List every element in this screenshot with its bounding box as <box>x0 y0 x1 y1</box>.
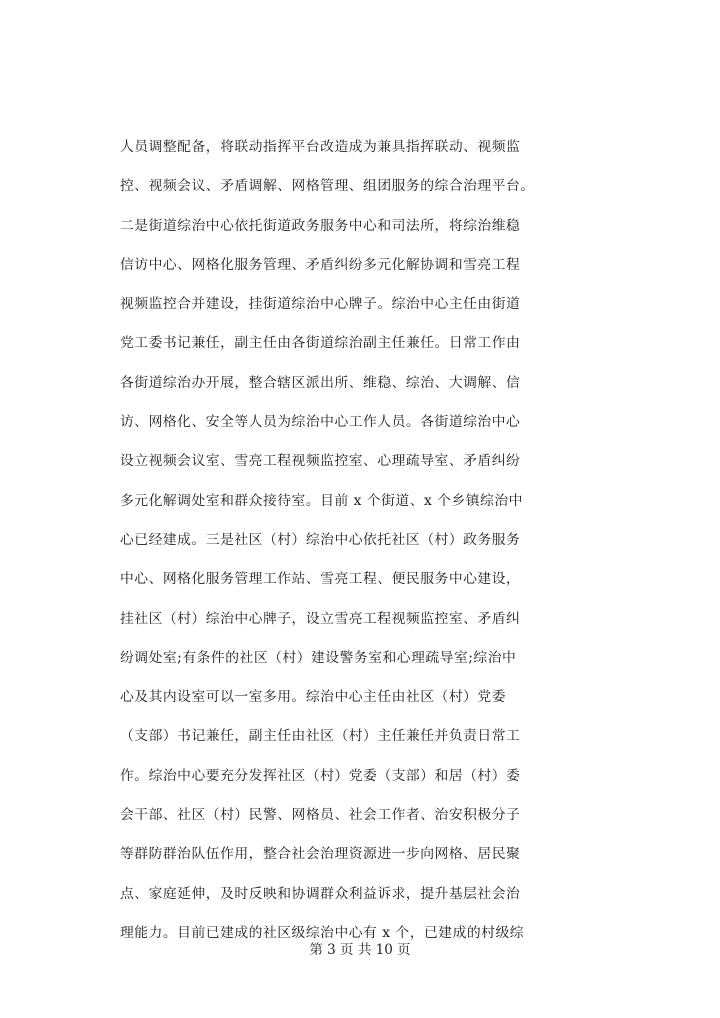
text-line: 人员调整配备，将联动指挥平台改造成为兼具指挥联动、视频监 <box>120 139 521 155</box>
text-line: 访、网格化、安全等人员为综治中心工作人员。各街道综治中心 <box>120 414 521 431</box>
text-line: 作。综治中心要充分发挥社区（村）党委（支部）和居（村）委 <box>120 767 521 784</box>
text-line: 挂社区（村）综治中心牌子，设立雪亮工程视频监控室、矛盾纠 <box>120 610 521 627</box>
text-line: 点、家庭延伸，及时反映和协调群众利益诉求，提升基层社会治 <box>120 885 521 902</box>
page-footer <box>0 938 720 958</box>
body-text <box>120 128 720 953</box>
text-line: 纷调处室;有条件的社区（村）建设警务室和心理疏导室;综治中 <box>120 649 517 666</box>
text-line: 会干部、社区（村）民警、网格员、社会工作者、治安积极分子 <box>120 807 521 824</box>
text-line: 心及其内设室可以一室多用。综治中心主任由社区（村）党委 <box>120 689 507 706</box>
text-line: 二是街道综治中心依托街道政务服务中心和司法所，将综治维稳 <box>120 217 521 234</box>
text-line: 心已经建成。三是社区（村）综治中心依托社区（村）政务服务 <box>120 531 521 548</box>
text-line: 多元化解调处室和群众接待室。目前 x 个街道、x 个乡镇综治中 <box>120 492 523 509</box>
text-line: （支部）书记兼任，副主任由社区（村）主任兼任并负责日常工 <box>120 728 521 745</box>
text-line: 党工委书记兼任，副主任由各街道综治副主任兼任。日常工作由 <box>120 335 521 352</box>
text-line: 各街道综治办开展，整合辖区派出所、维稳、综治、大调解、信 <box>120 374 521 391</box>
text-line: 等群防群治队伍作用，整合社会治理资源进一步向网格、居民聚 <box>120 846 521 863</box>
text-line: 中心、网格化服务管理工作站、雪亮工程、便民服务中心建设， <box>120 571 521 588</box>
text-line: 信访中心、网格化服务管理、矛盾纠纷多元化解协调和雪亮工程 <box>120 256 521 273</box>
text-line: 控、视频会议、矛盾调解、网格管理、组团服务的综合治理平台。 <box>120 178 535 195</box>
text-line: 视频监控合并建设，挂街道综治中心牌子。综治中心主任由街道 <box>120 296 521 313</box>
text-line: 理能力。目前已建成的社区级综治中心有 x 个，已建成的村级综 <box>120 924 525 941</box>
text-line: 设立视频会议室、雪亮工程视频监控室、心理疏导室、矛盾纠纷 <box>120 453 521 470</box>
page-number-label: 第 3 页 共 10 页 <box>309 942 411 958</box>
